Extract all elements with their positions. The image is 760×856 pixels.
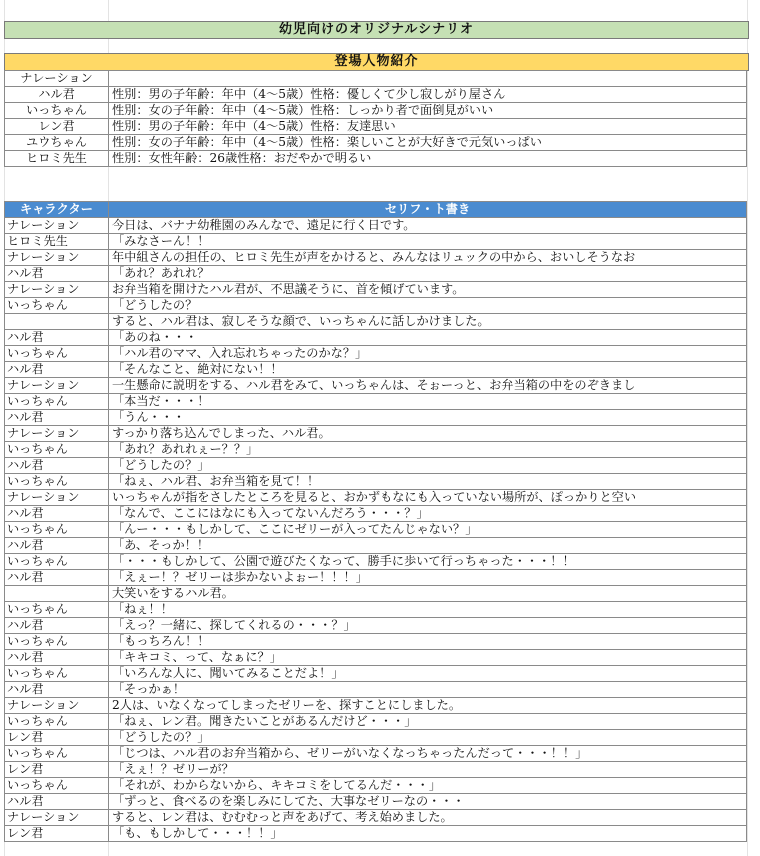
line-cell[interactable]: 「もっちろん！！ (109, 634, 747, 650)
line-cell[interactable]: 「なんで、ここにはなにも入ってないんだろう・・・？」 (109, 506, 747, 522)
script-row (5, 634, 747, 650)
script-row (5, 394, 747, 410)
speaker-cell[interactable]: ハル君 (5, 650, 109, 666)
line-cell[interactable]: すっかり落ち込んでしまった、ハル君。 (109, 426, 747, 442)
line-cell[interactable]: 「ハル君のママ、入れ忘れちゃったのかな？」 (109, 346, 747, 362)
character-profile-cell[interactable]: 性別：女の子年齢：年中（4～5歳）性格：楽しいことが大好きで元気いっぱい (109, 135, 747, 151)
line-cell[interactable]: 「どうしたの？」 (109, 730, 747, 746)
line-cell[interactable]: 「・・・もしかして、公園で遊びたくなって、勝手に歩いて行っちゃった・・・！！ (109, 554, 747, 570)
character-name-cell[interactable]: ヒロミ先生 (5, 151, 109, 167)
line-cell[interactable]: 「みなさーん！！ (109, 234, 747, 250)
speaker-cell[interactable]: いっちゃん (5, 474, 109, 490)
character-row (5, 71, 747, 87)
line-cell[interactable]: 「あれ？あれれ？ (109, 266, 747, 282)
speaker-cell[interactable]: いっちゃん (5, 634, 109, 650)
speaker-cell[interactable]: ハル君 (5, 570, 109, 586)
script-row (5, 810, 747, 826)
script-row (5, 730, 747, 746)
speaker-cell[interactable]: レン君 (5, 730, 109, 746)
speaker-cell[interactable]: いっちゃん (5, 298, 109, 314)
script-row (5, 570, 747, 586)
speaker-cell[interactable]: いっちゃん (5, 394, 109, 410)
character-row (5, 135, 747, 151)
speaker-cell[interactable]: ナレーション (5, 250, 109, 266)
character-name-cell[interactable]: レン君 (5, 119, 109, 135)
line-cell[interactable]: 一生懸命に説明をする、ハル君をみて、いっちゃんは、そぉーっと、お弁当箱の中をのぞきまし (109, 378, 747, 394)
line-cell[interactable]: 「そっかぁ！ (109, 682, 747, 698)
script-row (5, 778, 747, 794)
script-row (5, 762, 747, 778)
character-row (5, 87, 747, 103)
line-cell[interactable]: 「ねぇ、レン君。聞きたいことがあるんだけど・・・」 (109, 714, 747, 730)
scenario-title[interactable]: 幼児向けのオリジナルシナリオ (4, 21, 749, 39)
script-row (5, 666, 747, 682)
character-row (5, 151, 747, 167)
speaker-cell[interactable]: ハル君 (5, 794, 109, 810)
characters-table (4, 70, 747, 167)
speaker-cell[interactable]: ナレーション (5, 378, 109, 394)
script-row (5, 794, 747, 810)
script-row (5, 266, 747, 282)
speaker-cell[interactable]: ナレーション (5, 698, 109, 714)
script-row (5, 298, 747, 314)
line-cell[interactable]: すると、ハル君は、寂しそうな顔で、いっちゃんに話しかけました。 (109, 314, 747, 330)
line-cell[interactable]: 「ずっと、食べるのを楽しみにしてた、大事なゼリーなの・・・ (109, 794, 747, 810)
character-name-cell[interactable]: いっちゃん (5, 103, 109, 119)
line-cell[interactable]: 「うん・・・ (109, 410, 747, 426)
speaker-cell[interactable]: ハル君 (5, 458, 109, 474)
speaker-cell[interactable]: ナレーション (5, 490, 109, 506)
characters-section-header[interactable]: 登場人物紹介 (4, 53, 749, 71)
character-row (5, 103, 747, 119)
script-row (5, 554, 747, 570)
speaker-cell[interactable]: ナレーション (5, 426, 109, 442)
character-profile-cell[interactable] (109, 71, 747, 87)
line-cell[interactable]: 「じつは、ハル君のお弁当箱から、ゼリーがいなくなっちゃったんだって・・・！！」 (109, 746, 747, 762)
column-header-character[interactable]: キャラクター (5, 202, 109, 218)
speaker-cell[interactable]: ハル君 (5, 330, 109, 346)
speaker-cell[interactable]: いっちゃん (5, 778, 109, 794)
script-row (5, 410, 747, 426)
grid-line (747, 0, 748, 856)
character-profile-cell[interactable]: 性別：男の子年齢：年中（4～5歳）性格：友達思い (109, 119, 747, 135)
script-table (4, 201, 747, 842)
speaker-cell[interactable]: ハル君 (5, 538, 109, 554)
speaker-cell[interactable]: いっちゃん (5, 346, 109, 362)
script-row (5, 618, 747, 634)
character-name-cell[interactable]: ユウちゃん (5, 135, 109, 151)
speaker-cell[interactable]: ハル君 (5, 266, 109, 282)
speaker-cell[interactable]: ヒロミ先生 (5, 234, 109, 250)
script-row (5, 250, 747, 266)
speaker-cell[interactable]: いっちゃん (5, 666, 109, 682)
script-row (5, 714, 747, 730)
script-row (5, 586, 747, 602)
line-cell[interactable]: 「そんなこと、絶対にない！！ (109, 362, 747, 378)
speaker-cell[interactable]: ナレーション (5, 810, 109, 826)
script-row (5, 474, 747, 490)
script-row (5, 682, 747, 698)
script-row (5, 746, 747, 762)
line-cell[interactable]: 大笑いをするハル君。 (109, 586, 747, 602)
character-row (5, 119, 747, 135)
line-cell[interactable]: 「どうしたの？ (109, 298, 747, 314)
line-cell[interactable]: 「いろんな人に、聞いてみることだよ！」 (109, 666, 747, 682)
line-cell[interactable]: 「も、もしかして・・・！！」 (109, 826, 747, 842)
speaker-cell[interactable]: ハル君 (5, 362, 109, 378)
speaker-cell[interactable]: ハル君 (5, 618, 109, 634)
script-row (5, 314, 747, 330)
speaker-cell[interactable]: ハル君 (5, 506, 109, 522)
speaker-cell[interactable] (5, 586, 109, 602)
script-row (5, 330, 747, 346)
line-cell[interactable]: 「あれ？あれれぇー？？」 (109, 442, 747, 458)
script-row (5, 506, 747, 522)
script-row (5, 522, 747, 538)
line-cell[interactable]: 「それが、わからないから、キキコミをしてるんだ・・・」 (109, 778, 747, 794)
line-cell[interactable]: すると、レン君は、むむむっと声をあげて、考え始めました。 (109, 810, 747, 826)
line-cell[interactable]: 「あのね・・・ (109, 330, 747, 346)
line-cell[interactable]: 年中組さんの担任の、ヒロミ先生が声をかけると、みんなはリュックの中から、おいしそうなお (109, 250, 747, 266)
character-name-cell[interactable]: ハル君 (5, 87, 109, 103)
speaker-cell[interactable]: いっちゃん (5, 602, 109, 618)
script-row (5, 538, 747, 554)
line-cell[interactable]: 「んー・・・もしかして、ここにゼリーが入ってたんじゃない？」 (109, 522, 747, 538)
line-cell[interactable]: 「えっ？一緒に、探してくれるの・・・？」 (109, 618, 747, 634)
line-cell[interactable]: 「ねぇ、ハル君、お弁当箱を見て！！ (109, 474, 747, 490)
line-cell[interactable]: 「ねぇ！！ (109, 602, 747, 618)
script-row (5, 378, 747, 394)
line-cell[interactable]: 「あ、そっか！！ (109, 538, 747, 554)
column-header-line[interactable]: セリフ・ト書き (109, 202, 747, 218)
script-row (5, 346, 747, 362)
line-cell[interactable]: 「キキコミ、って、なぁに？」 (109, 650, 747, 666)
line-cell[interactable]: 「どうしたの？」 (109, 458, 747, 474)
script-row (5, 650, 747, 666)
script-row (5, 218, 747, 234)
script-row (5, 234, 747, 250)
speaker-cell[interactable]: ハル君 (5, 682, 109, 698)
script-row (5, 490, 747, 506)
speaker-cell[interactable]: ナレーション (5, 218, 109, 234)
speaker-cell[interactable]: いっちゃん (5, 714, 109, 730)
script-row (5, 826, 747, 842)
script-row (5, 442, 747, 458)
line-cell[interactable]: 今日は、バナナ幼稚園のみんなで、遠足に行く日です。 (109, 218, 747, 234)
character-name-cell[interactable]: ナレーション (5, 71, 109, 87)
line-cell[interactable]: いっちゃんが指をさしたところを見ると、おかずもなにも入っていない場所が、ぽっかりと空い (109, 490, 747, 506)
character-profile-cell[interactable]: 性別：女性年齢：26歳性格：おだやかで明るい (109, 151, 747, 167)
speaker-cell[interactable] (5, 314, 109, 330)
speaker-cell[interactable]: レン君 (5, 762, 109, 778)
script-row (5, 458, 747, 474)
speaker-cell[interactable]: ナレーション (5, 282, 109, 298)
script-header-row (5, 202, 747, 218)
script-row (5, 602, 747, 618)
speaker-cell[interactable]: いっちゃん (5, 522, 109, 538)
speaker-cell[interactable]: いっちゃん (5, 554, 109, 570)
character-profile-cell[interactable]: 性別：女の子年齢：年中（4～5歳）性格：しっかり者で面倒見がいい (109, 103, 747, 119)
script-row (5, 426, 747, 442)
script-row (5, 282, 747, 298)
script-row (5, 362, 747, 378)
character-profile-cell[interactable]: 性別：男の子年齢：年中（4～5歳）性格：優しくて少し寂しがり屋さん (109, 87, 747, 103)
line-cell[interactable]: 「えぇ！？ゼリーが？ (109, 762, 747, 778)
speaker-cell[interactable]: いっちゃん (5, 746, 109, 762)
script-row (5, 698, 747, 714)
line-cell[interactable]: 「本当だ・・・！ (109, 394, 747, 410)
line-cell[interactable]: 「えぇー！？ゼリーは歩かないよぉー！！！」 (109, 570, 747, 586)
line-cell[interactable]: お弁当箱を開けたハル君が、不思議そうに、首を傾げています。 (109, 282, 747, 298)
line-cell[interactable]: 2人は、いなくなってしまったゼリーを、探すことにしました。 (109, 698, 747, 714)
speaker-cell[interactable]: いっちゃん (5, 442, 109, 458)
speaker-cell[interactable]: レン君 (5, 826, 109, 842)
speaker-cell[interactable]: ハル君 (5, 410, 109, 426)
